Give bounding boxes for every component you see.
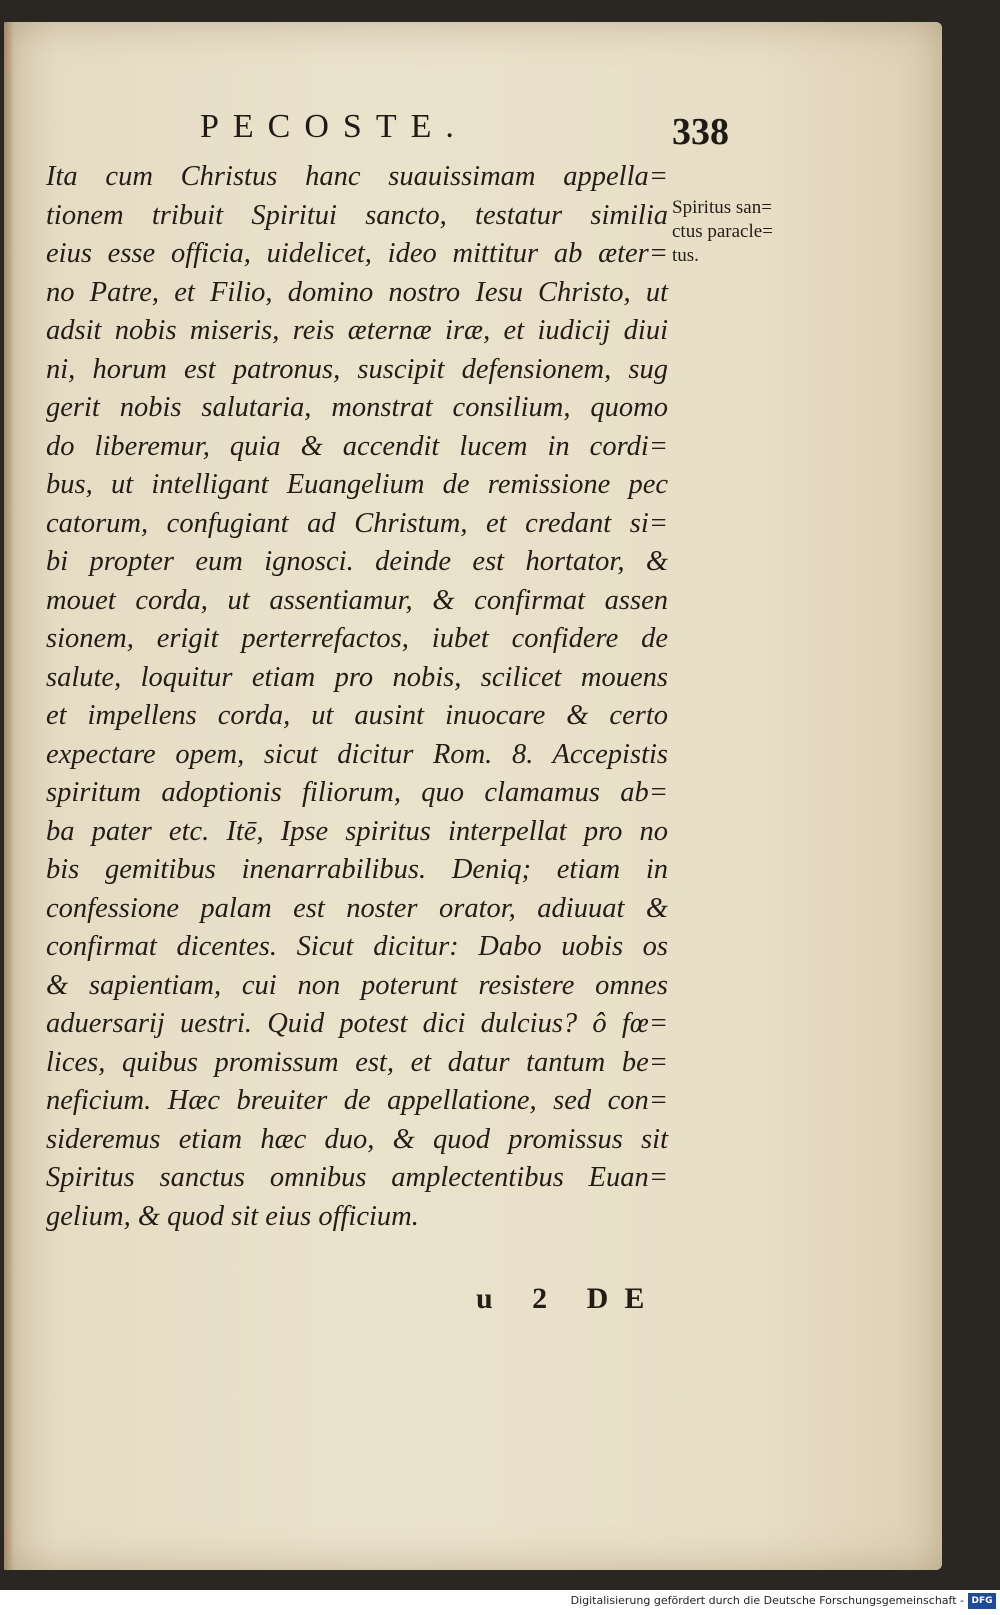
page-gutter-shadow	[4, 22, 14, 1570]
marginal-note-line: tus.	[672, 245, 699, 266]
text-line: ni, horum est patronus, suscipit defensionem, sug	[46, 353, 668, 385]
text-line: neficium. Hæc breuiter de appellatione, sed con=	[46, 1085, 668, 1116]
text-line: bis gemitibus inenarrabilibus. Deniq; etiam in	[46, 854, 668, 885]
body-text	[46, 158, 668, 1236]
text-line: lices, quibus promissum est, et datur tantum be=	[46, 1046, 668, 1078]
text-line: no Patre, et Filio, domino nostro Iesu Christo, ut	[46, 276, 668, 308]
dfg-logo: DFG	[968, 1593, 996, 1609]
text-line: confessione palam est noster orator, adiuuat &	[46, 892, 668, 924]
funding-credit: Digitalisierung gefördert durch die Deutsche Forschungsgemeinschaft -	[570, 1594, 964, 1607]
marginal-note	[672, 196, 820, 268]
page-number: 338	[672, 111, 729, 153]
text-line: Ita cum Christus hanc suauissimam appella=	[46, 161, 668, 192]
running-head: PECOSTE.	[200, 108, 468, 145]
text-line: gelium, & quod sit eius officium.	[46, 1200, 419, 1232]
text-line: spiritum adoptionis filiorum, quo clamamus ab=	[46, 777, 668, 808]
text-line: adsit nobis miseris, reis æternæ iræ, et iudicij diui	[46, 315, 668, 346]
text-line: bi propter eum ignosci. deinde est hortator, &	[46, 546, 668, 577]
text-line: & sapientiam, cui non poterunt resistere omnes	[46, 969, 668, 1001]
text-line: mouet corda, ut assentiamur, & confirmat assen	[46, 584, 668, 616]
text-line: tionem tribuit Spiritui sancto, testatur similia	[46, 199, 668, 231]
text-line: expectare opem, sicut dicitur Rom. 8. Accepistis	[46, 738, 668, 770]
text-line: catorum, confugiant ad Christum, et credant si=	[46, 507, 668, 539]
text-line: salute, loquitur etiam pro nobis, scilicet mouens	[46, 661, 668, 693]
footer-bar	[0, 1590, 1000, 1615]
text-line: aduersarij uestri. Quid potest dici dulcius? ô fœ=	[46, 1008, 668, 1039]
text-line: ba pater etc. Itē, Ipse spiritus interpellat pro no	[46, 815, 668, 847]
text-line: confirmat dicentes. Sicut dicitur: Dabo uobis os	[46, 931, 668, 962]
text-line: do liberemur, quia & accendit lucem in cordi=	[46, 430, 668, 462]
text-line: gerit nobis salutaria, monstrat consilium, quomo	[46, 392, 668, 423]
text-line: et impellens corda, ut ausint inuocare & certo	[46, 700, 668, 731]
signature-catchword: u 2 DE	[476, 1282, 661, 1315]
text-line: sionem, erigit perterrefactos, iubet confidere de	[46, 623, 668, 654]
text-line: bus, ut intelligant Euangelium de remissione pec	[46, 469, 668, 500]
marginal-note-line: ctus paracle=	[672, 221, 773, 242]
text-line: sideremus etiam hæc duo, & quod promissus sit	[46, 1123, 668, 1155]
marginal-note-line: Spiritus san=	[672, 197, 772, 218]
text-line: eius esse officia, uidelicet, ideo mittitur ab æter=	[46, 238, 668, 269]
text-line: Spiritus sanctus omnibus amplectentibus Euan=	[46, 1162, 668, 1193]
